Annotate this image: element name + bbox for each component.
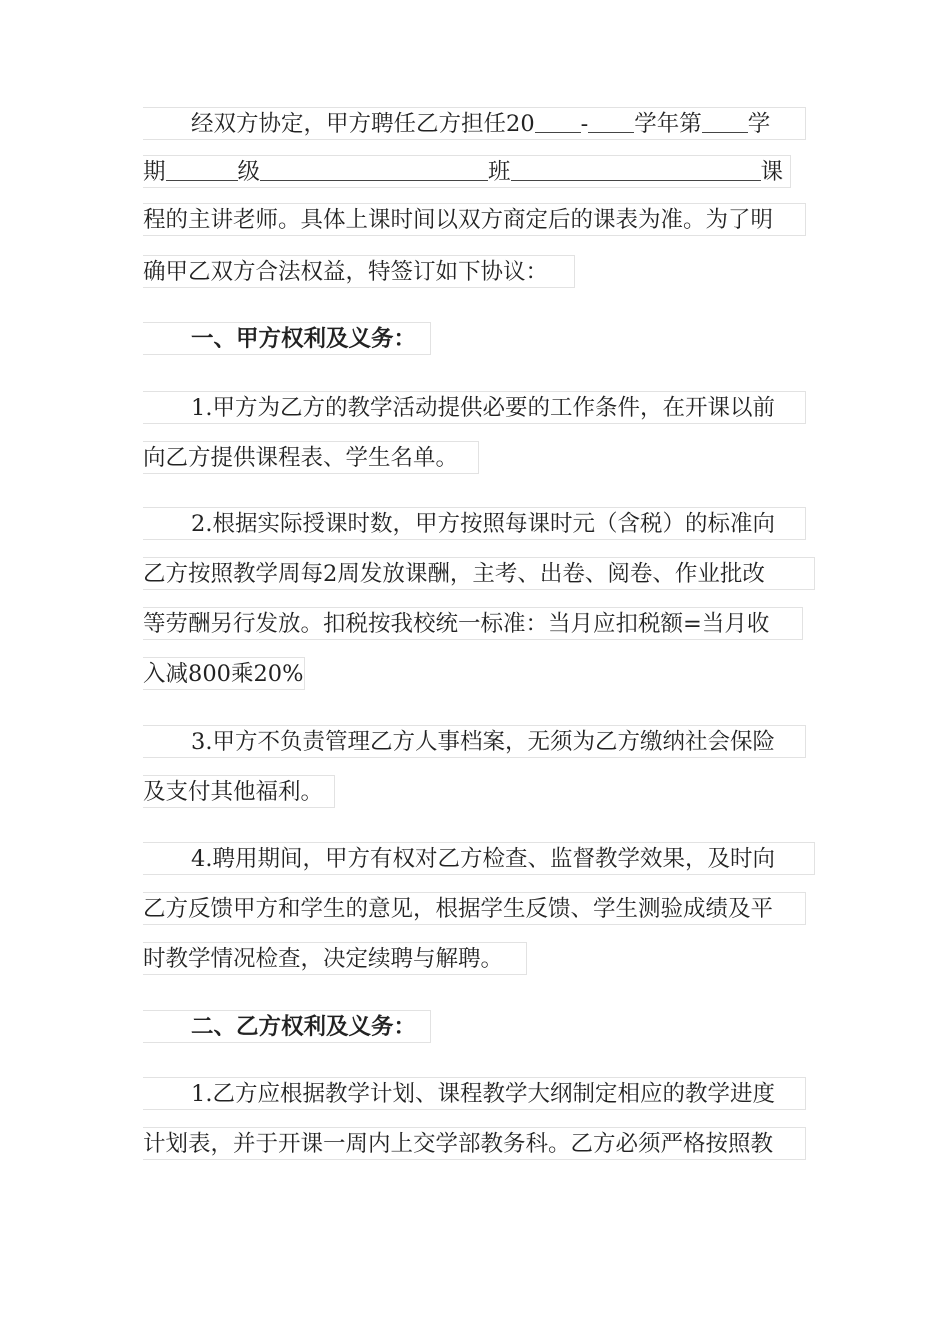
paragraph-line: 时教学情况检查，决定续聘与解聘。 <box>143 942 527 975</box>
paragraph-line: 乙方按照教学周每2周发放课酬，主考、出卷、阅卷、作业批改 <box>143 557 815 590</box>
intro-text: - <box>580 111 589 137</box>
intro-line-2 <box>143 155 791 188</box>
blank-field <box>702 110 748 133</box>
intro-line-4: 确甲乙双方合法权益，特签订如下协议： <box>143 255 575 288</box>
intro-text: 学 <box>747 111 771 137</box>
intro-text: 经双方协定，甲方聘任乙方担任20 <box>191 111 535 137</box>
intro-text: 课 <box>760 159 784 185</box>
paragraph-line: 入减800乘20% <box>143 657 305 690</box>
paragraph-line: 1.乙方应根据教学计划、课程教学大纲制定相应的教学进度 <box>143 1077 806 1110</box>
blank-field <box>535 110 581 133</box>
section-heading-2: 二、乙方权利及义务： <box>143 1010 431 1043</box>
paragraph-line: 3.甲方不负责管理乙方人事档案，无须为乙方缴纳社会保险 <box>143 725 806 758</box>
intro-line-1 <box>143 107 806 140</box>
section-heading-1: 一、甲方权利及义务： <box>143 322 431 355</box>
paragraph-line: 4.聘用期间，甲方有权对乙方检查、监督教学效果，及时向 <box>143 842 815 875</box>
intro-text: 期 <box>143 159 166 185</box>
intro-line-3: 程的主讲老师。具体上课时间以双方商定后的课表为准。为了明 <box>143 203 806 236</box>
paragraph-line: 向乙方提供课程表、学生名单。 <box>143 441 479 474</box>
blank-field <box>260 158 488 181</box>
paragraph-line: 乙方反馈甲方和学生的意见，根据学生反馈、学生测验成绩及平 <box>143 892 806 925</box>
blank-field <box>511 158 761 181</box>
paragraph-line: 2.根据实际授课时数，甲方按照每课时元（含税）的标准向 <box>143 507 806 540</box>
paragraph-line: 等劳酬另行发放。扣税按我校统一标准：当月应扣税额=当月收 <box>143 607 803 640</box>
intro-text: 级 <box>237 159 261 185</box>
paragraph-line: 及支付其他福利。 <box>143 775 335 808</box>
intro-text: 班 <box>488 159 511 185</box>
blank-field <box>166 158 238 181</box>
intro-text: 学年第 <box>634 111 702 137</box>
paragraph-line: 1.甲方为乙方的教学活动提供必要的工作条件，在开课以前 <box>143 391 806 424</box>
blank-field <box>588 110 634 133</box>
paragraph-line: 计划表，并于开课一周内上交学部教务科。乙方必须严格按照教 <box>143 1127 806 1160</box>
